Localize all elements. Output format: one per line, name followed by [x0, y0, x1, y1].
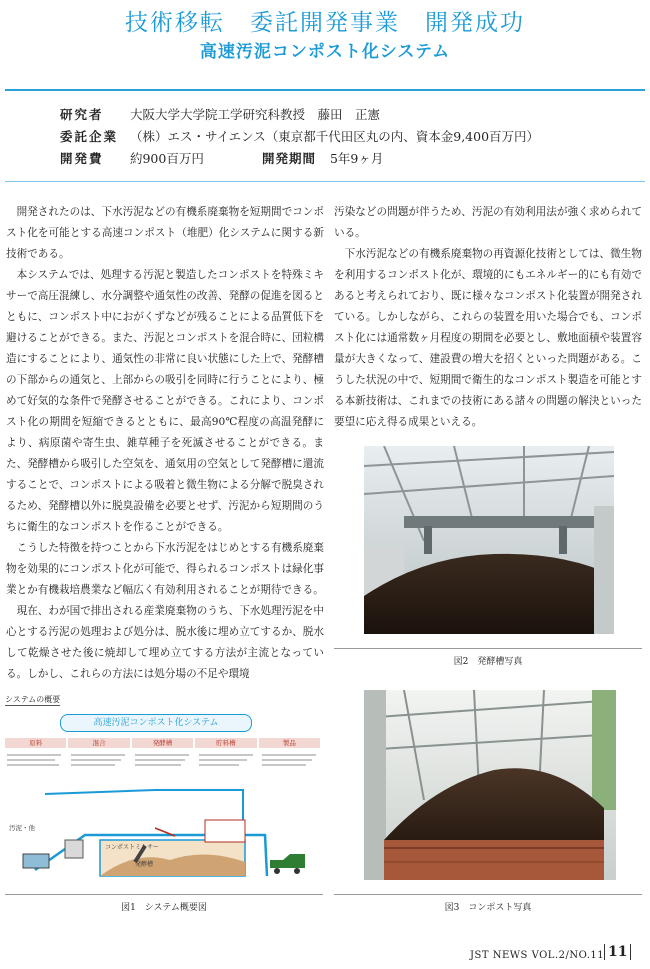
paragraph: こうした特徴を持つことから下水汚泥をはじめとする有機系廃棄物を効果的にコンポスト化が可能で、得られるコンポストは緑化事業とか有機栽培農業など幅広く有効利用されることが期待できる。: [6, 542, 324, 596]
diagram-heading: システムの概要: [5, 695, 61, 704]
period-value: 5年9ヶ月: [329, 151, 384, 166]
compost-photo: [364, 690, 616, 880]
diagram-label-sludge: 汚泥・他: [9, 824, 35, 832]
header-rule-bottom: [5, 181, 645, 182]
article-headline: 高速汚泥コンポスト化システム: [199, 42, 451, 62]
diagram-label-trough: 発酵槽: [135, 861, 154, 868]
fig2-caption: 図2 発酵槽写真: [334, 648, 642, 667]
diagram-illustration: [5, 750, 323, 890]
info-row-researcher: [60, 105, 380, 123]
fermentation-tank-photo: [364, 446, 614, 634]
researcher-label: 研究者: [60, 107, 104, 122]
stage-ferment: 発酵槽: [132, 738, 193, 748]
paragraph: 汚染などの問題が伴うため、汚泥の有効利用法が強く求められている。: [334, 206, 642, 239]
diagram-label-mixer: コンポストミキサー: [105, 844, 160, 851]
fig3-caption: 図3 コンポスト写真: [334, 894, 642, 913]
paragraph: 開発されたのは、下水汚泥などの有機系廃棄物を短期間でコンポスト化を可能とする高速コンポスト（堆肥）化システムに関する新技術である。: [6, 206, 324, 260]
diagram-stage-row: [5, 738, 320, 748]
info-row-cost: [60, 149, 383, 167]
stage-mix: 混合: [68, 738, 129, 748]
company-value: （株）エス・サイエンス（東京都千代田区丸の内、資本金9,400百万円）: [129, 129, 540, 144]
researcher-value: 大阪大学大学院工学研究科教授 藤田 正憲: [129, 107, 380, 122]
diagram-banner: 高速汚泥コンポスト化システム: [60, 714, 252, 732]
journal-footer: JST NEWS VOL.2/NO.11: [470, 950, 605, 961]
cost-value: 約900百万円: [129, 151, 204, 166]
paragraph: 本システムでは、処理する汚泥と製造したコンポストを特殊ミキサーで高圧混練し、水分調整や通気性の改善、発酵の促進を図るとともに、コンポスト中におがくずなどが残ることによる品質低下を避けることができる。また、汚泥とコンポストを混合時に、団粒構造にすることにより、通気性の非常に良い状態にした上で、発酵槽の下部からの通気と、上部からの吸引を同時に行うことにより、極めて好気的な条件で発酵させることができる。これにより、コンポスト化の期間を短縮できるとともに、最高90℃程度の高温発酵により、病原菌や寄生虫、雑草種子を死滅させることができる。また、発酵槽から吸引した空気を、通気用の空気として発酵槽に還流することで、コンポストによる吸着と微生物による分解で脱臭されるため、発酵槽以外に脱臭設備を必要とせず、汚泥から短期間のうちに衛生的なコンポストを作ることができる。: [6, 269, 324, 533]
page-number: 11: [604, 944, 631, 960]
period-label: 開発期間: [261, 151, 316, 166]
article-left-column: [6, 202, 324, 685]
stage-raw: 原料: [5, 738, 66, 748]
header-rule-top: [5, 89, 645, 91]
article-right-column: [334, 202, 642, 433]
stage-product: 製品: [259, 738, 320, 748]
system-overview-diagram: [5, 694, 323, 894]
paragraph: 下水汚泥などの有機系廃棄物の再資源化技術としては、微生物を利用するコンポスト化が、環境的にもエネルギー的にも有効であると考えられており、既に様々なコンポスト化装置が開発されている。しかしながら、これらの装置を用いた場合でも、コンポスト化には通常数ヶ月程度の期間を必要とし、敷地面積や装置容量が大きくなって、建設費の増大を招くといった問題がある。こうした状況の中で、短期間で衛生的なコンポスト製造を可能とする本新技術は、これまでの技術にある諸々の問題の解決といった要望に応え得る成果といえる。: [334, 248, 642, 428]
stage-store: 貯料槽: [195, 738, 256, 748]
cost-label: 開発費: [60, 151, 104, 166]
info-row-company: [60, 127, 539, 145]
fig1-caption: 図1 システム概要図: [5, 894, 323, 913]
paragraph: 現在、わが国で排出される産業廃棄物のうち、下水処理汚泥を中心とする汚泥の処理および処分は、脱水後に埋め立てするか、脱水して乾燥させた後に焼却して埋め立てする方法が主流となっている。しかし、これらの方法には処分場の不足や環境: [6, 605, 324, 680]
company-label: 委託企業: [60, 129, 119, 144]
article-kicker: 技術移転 委託開発事業 開発成功: [125, 10, 525, 36]
